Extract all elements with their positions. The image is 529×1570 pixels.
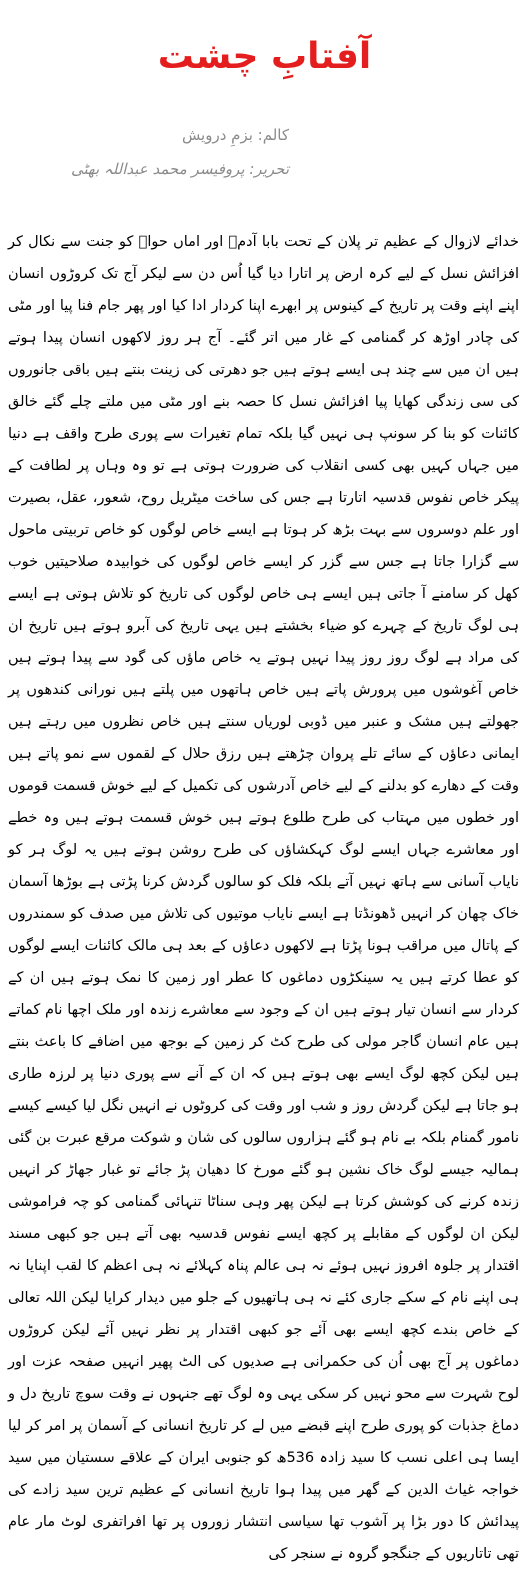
article-title: آفتابِ چشت (157, 36, 372, 77)
author-label: تحریر: پروفیسر محمد عبداللہ بھٹی (71, 160, 289, 178)
column-label: کالم: بزمِ درویش (181, 126, 289, 144)
article-body: خدائے لازوال کے عظیم تر پلان کے تحت بابا آدمؑ اور اماں حواؑ کو جنت سے نکال کر افزائش نسل کے لیے کرہ ارض پر اتارا دیا گیا اُس دن سے لیکر آج تک کروڑوں انسان اپنے اپنے وقت پر تاریخ کے کینوس پر ابھرے اپنا کردار ادا کیا اور پھر جام فنا پیا اور مٹی کی چادر اوڑھ کر گمنامی کے غار میں اتر گئے۔ آج ہر روز لاکھوں انسان پیدا ہوتے ہیں ان میں سے چند ہی ایسے ہوتے ہیں جو دھرتی کی زینت بنتے ہیں باقی جانوروں کی سی زندگی کھایا پیا افزائش نسل کا حصہ بنے اور مٹی میں ملتے چلے گئے خالق کائنات کو بنا کر سونپ ہی نہیں گیا بلکہ تمام تغیرات سے پوری طرح واقف ہے دنیا میں جہاں کہیں بھی کسی انقلاب کی ضرورت ہوتی ہے تو وہ وہاں پر لطافت کے پیکر خاص نفوس قدسیہ اتارتا ہے جس کی ساخت میٹریل روح، شعور، عقل، بصیرت اور علم دوسروں سے بہت بڑھ کر ہوتا ہے ایسے خاص لوگوں کو خاص تربیتی ماحول سے گزارا جاتا ہے جس سے گزر کر ایسے خاص لوگوں کی خوابیدہ صلاحیتیں خوب کھل کر سامنے آ جاتی ہیں ایسے ہی خاص لوگوں کی تاریخ کو تلاش ہوتی ہے ایسے ہی لوگ تاریخ کے چہرے کو ضیاء بخشتے ہیں یہی تاریخ کی آبرو ہوتے ہیں تاریخ ان کی مراد ہے لوگ روز روز پیدا نہیں ہوتے یہ خاص ماؤں کی گود سے پیدا ہوتے ہیں خاص آغوشوں میں پرورش پاتے ہیں خاص ہاتھوں میں پلتے ہیں نورانی کندھوں پر جھولتے ہیں مشک و عنبر میں ڈوبی لوریاں سنتے ہیں خاص نظروں میں رہتے ہیں ایمانی دعاؤں کے سائے تلے پروان چڑھتے ہیں رزق حلال کے لقموں سے نمو پاتے ہیں وقت کے دھارے کو بدلنے کے لیے خاص آدرشوں کی تکمیل کے لیے خوش قسمت قوموں اور خطوں میں مہتاب کی طرح طلوع ہوتے ہیں خوش قسمت ہوتے ہیں وہ خطے اور معاشرے جہاں ایسے لوگ کہکشاؤں کی طرح روشن ہوتے ہیں یہ لوگ ہر کو نایاب آسانی سے ہاتھ نہیں آتے بلکہ فلک کو سالوں گردش کرنا پڑتی ہے بوڑھا آسمان خاک چھان کر انہیں ڈھونڈتا ہے ایسے نایاب موتیوں کی تلاش میں صدف کو سمندروں کے پاتال میں مراقب ہونا پڑتا ہے لاکھوں دعاؤں کے بعد ہی مالک کائنات ایسے لوگوں کو عطا کرتے ہیں یہ سینکڑوں دماغوں کا عطر اور زمین کا نمک ہوتے ہیں ان کے کردار سے انسان تیار ہوتے ہیں ان کے وجود سے معاشرے زندہ اور ملک اچھا نام کماتے ہیں عام انسان گاجر مولی کی طرح کٹ کر زمین کے بوجھ میں اضافے کا باعث بنتے ہیں لیکن کچھ لوگ ایسے بھی ہوتے ہیں کہ ان کے آنے سے پوری دنیا پر لرزہ طاری ہو جاتا ہے لیکن گردش روز و شب اور وقت کی کروٹوں نے انہیں نگل لیا کیسے کیسے نامور گمنام بلکہ بے نام ہو گئے ہزاروں سالوں کی شان و شوکت مرقع عبرت بن گئی ہمالیہ جیسے لوگ خاک نشین ہو گئے مورخ کا دھیان پڑ جائے تو غبار جھاڑ کر انہیں زندہ کرنے کی کوشش کرتا ہے لیکن پھر وہی سناٹا تنہائی گمنامی کو چہ فراموشی لیکن ان لوگوں کے مقابلے پر کچھ ایسے نفوس قدسیہ بھی آتے ہیں جو کبھی مسند اقتدار پر جلوہ افروز نہیں ہوئے نہ ہی عالم پناہ کہلائے نہ ہی اعظم کا لقب اپنایا نہ ہی اپنے نام کے سکے جاری کئے نہ ہی ہاتھیوں کے جلو میں دیدار کرایا لیکن اللہ تعالی کے خاص بندے کچھ ایسے بھی آئے جو کبھی اقتدار پر نظر نہیں آئے لیکن کروڑوں دماغوں پر آج بھی اُن کی حکمرانی ہے صدیوں کی الٹ پھیر انہیں صفحہ عزت اور لوح شہرت سے محو نہیں کر سکی یہی وہ لوگ تھے جنہوں نے وقت سوچ تاریخ دل و دماغ جذبات کو پوری طرح اپنے قبضے میں لے کر تاریخ انسانی کے آسمان پر امر کر لیا ایسا ہی اعلی نسب کا سید زادہ 536ھ کو جنوبی ایران کے علاقے سستیان میں سید خواجہ غیاث الدین کے گھر میں پیدا ہوا تاریخ انسانی کے عظیم ترین سید زادے کی پیدائش کا دور بڑا پر آشوب تھا سیاسی انتشار زوروں پر تھا افراتفری لوٹ مار عام تھی تاتاریوں کے جنگجو گروہ نے سنجر کی (8, 234, 520, 1562)
